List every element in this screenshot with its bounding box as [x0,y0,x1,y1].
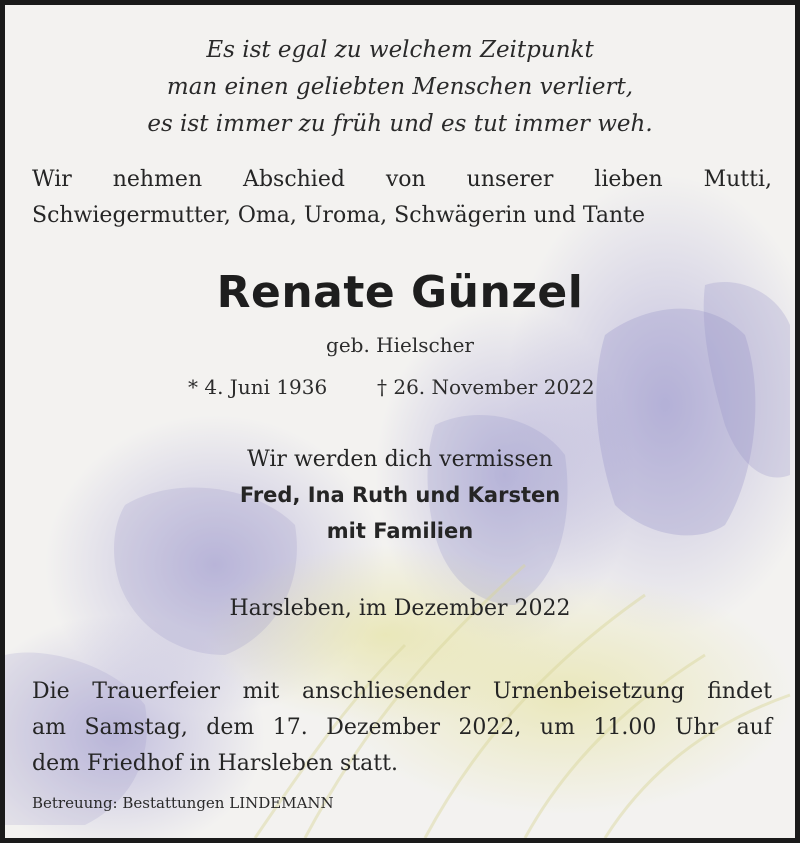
mourners-line-1: Wir werden dich vermissen [247,447,553,472]
mourners-line-3: mit Familien [326,519,474,543]
mourners-line-2: Fred, Ina Ruth und Karsten [239,483,561,507]
notice-content [5,5,795,838]
birth-date: * 4. Juni 1936 [188,375,328,399]
intro-line-2: Schwiegermutter, Oma, Uroma, Schwägerin und Tante [32,203,646,228]
deceased-name: Renate Günzel [216,267,584,318]
ceremony-line-1: Die Trauerfeier mit anschliesender Urnenbeisetzung findet [32,679,772,704]
undertaker-credit: Betreuung: Bestattungen LINDEMANN [32,794,334,812]
death-date: † 26. November 2022 [377,375,595,399]
quote-line-3: es ist immer zu früh und es tut immer weh. [147,111,653,137]
maiden-name: geb. Hielscher [326,333,474,357]
ceremony-line-3: dem Friedhof in Harsleben statt. [32,751,398,776]
quote-line-2: man einen geliebten Menschen verliert, [166,74,634,100]
ceremony-line-2: am Samstag, dem 17. Dezember 2022, um 11.00 Uhr auf [32,715,772,740]
quote-line-1: Es ist egal zu welchem Zeitpunkt [206,37,594,63]
intro-line-1: Wir nehmen Abschied von unserer lieben Mutti, [32,167,772,192]
place-date: Harsleben, im Dezember 2022 [229,596,571,621]
